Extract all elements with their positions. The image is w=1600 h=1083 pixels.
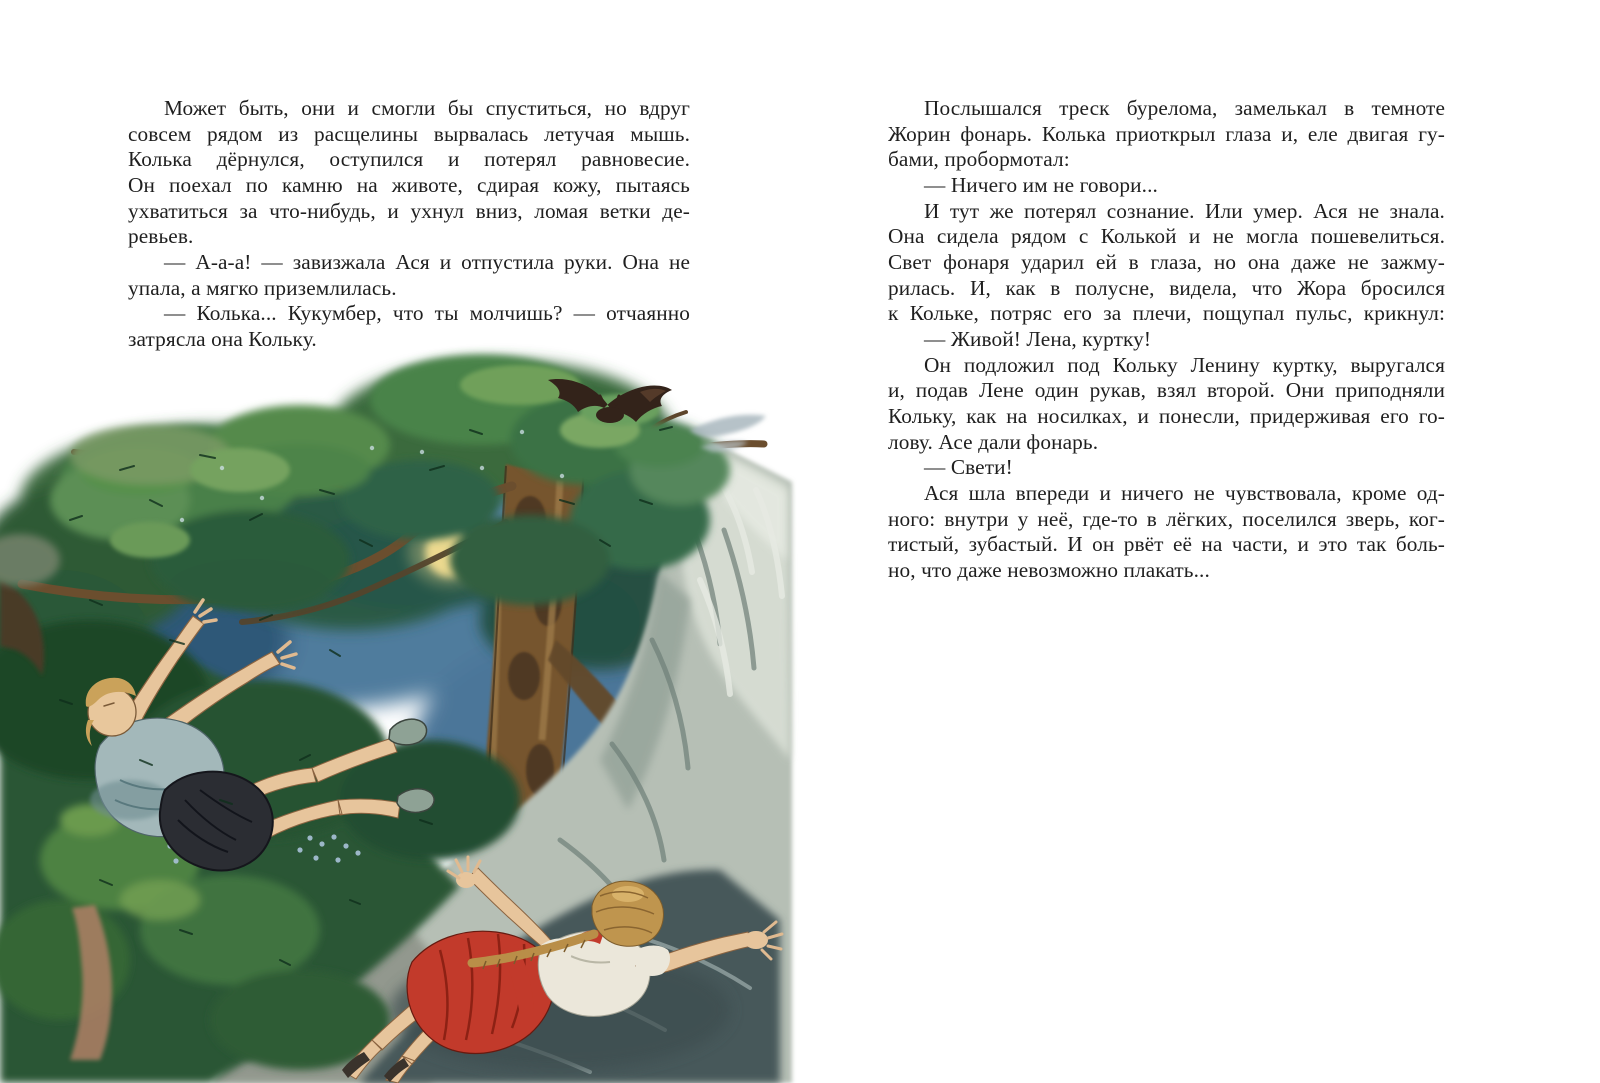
text-line: ревьев. (128, 224, 194, 249)
text-line: Свет фонаря ударил ей в глаза, но она даже не зажму- (888, 249, 1445, 274)
text-line: упала, а мягко приземлилась. (128, 275, 397, 300)
text-line: к Кольке, потряс его за плечи, пощупал пульс, крикнул: (888, 301, 1445, 326)
text-line: Послышался треск бурелома, замелькал в темноте (924, 96, 1445, 120)
text-line: Ася шла впереди и ничего не чувствовала, кроме од- (924, 480, 1445, 505)
text-line: Колька дёрнулся, оступился и потерял равновесие. (128, 147, 690, 172)
right-page-text (888, 96, 1445, 583)
text-line: рилась. И, как в полусне, видела, что Жора бросился (888, 275, 1445, 300)
text-line: лову. Асе дали фонарь. (888, 429, 1099, 454)
text-line: тистый, зубастый. И он рвёт её на части, и это так боль- (888, 532, 1445, 557)
text-line: Он поехал по камню на животе, сдирая кожу, пытаясь (128, 172, 690, 197)
text-line: затрясла она Кольку. (128, 326, 317, 351)
text-line: ухватиться за что-нибудь, и ухнул вниз, ломая ветки де- (128, 198, 690, 223)
text-line: — Живой! Лена, куртку! (924, 326, 1152, 351)
text-line: совсем рядом из расщелины вырвалась летучая мышь. (128, 121, 690, 146)
text-line: — А-а-а! — завизжала Ася и отпустила руки. Она не (164, 249, 690, 274)
boy-shoe (389, 719, 427, 745)
text-line: но, что даже невозможно плакать... (888, 557, 1210, 582)
text-line: Она сидела рядом с Колькой и не могла пошевелиться. (888, 224, 1445, 249)
text-line: Он подложил под Кольку Ленину куртку, выругался (924, 352, 1445, 377)
boy-shoe (397, 789, 434, 813)
text-line: бами, пробормотал: (888, 147, 1070, 172)
text-line: — Ничего им не говори... (924, 172, 1158, 197)
text-line: и, подав Лене один рукав, взял второй. Они приподняли (888, 378, 1445, 403)
text-line: — Свети! (924, 455, 1013, 480)
left-page-text (128, 96, 690, 353)
text-line: Может быть, они и смогли бы спуститься, но вдруг (164, 96, 690, 120)
text-line: — Колька... Кукумбер, что ты молчишь? — отчаянно (164, 301, 690, 326)
text-line: Кольку, как на носилках, и понесли, придерживая его го- (888, 403, 1445, 428)
text-line: ного: внутри у неё, где-то в лёгких, поселился зверь, ког- (888, 506, 1445, 531)
text-line: Жорин фонарь. Колька приоткрыл глаза и, еле двигая гу- (888, 121, 1445, 146)
text-line: И тут же потерял сознание. Или умер. Ася не знала. (924, 198, 1445, 223)
